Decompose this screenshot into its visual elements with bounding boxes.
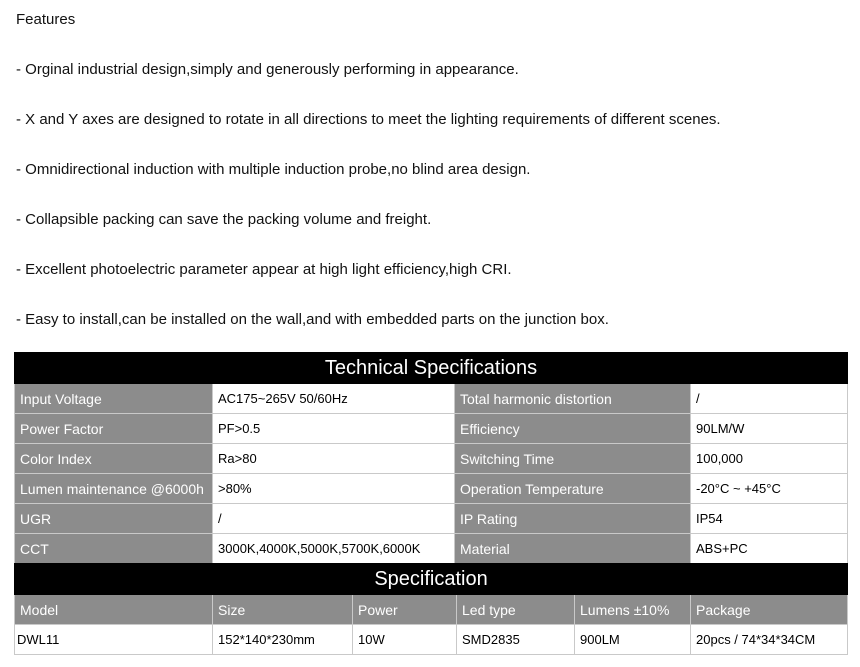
table-row	[15, 474, 848, 504]
spec-label: Lumen maintenance @6000h	[15, 474, 213, 504]
specification-table	[14, 563, 848, 655]
specification-title: Specification	[15, 564, 848, 595]
features-title: Features	[16, 11, 76, 28]
cell-package: 20pcs / 74*34*34CM	[691, 625, 848, 655]
technical-specifications-title: Technical Specifications	[15, 353, 848, 384]
cell-model: DWL11	[15, 625, 213, 655]
spec-label: Operation Temperature	[455, 474, 691, 504]
table-row	[15, 534, 848, 564]
spec-label: Color Index	[15, 444, 213, 474]
features-section	[16, 10, 846, 360]
spec-value: Ra>80	[213, 444, 455, 474]
spec-value: >80%	[213, 474, 455, 504]
spec-label: Material	[455, 534, 691, 564]
column-header-size: Size	[213, 595, 353, 625]
spec-value: ABS+PC	[691, 534, 848, 564]
column-header-model: Model	[15, 595, 213, 625]
feature-item: - Easy to install,can be installed on the wall,and with embedded parts on the junction box.	[16, 311, 609, 328]
table-row	[15, 444, 848, 474]
cell-led-type: SMD2835	[457, 625, 575, 655]
technical-specifications-table	[14, 352, 848, 564]
feature-item: - Excellent photoelectric parameter appear at high light efficiency,high CRI.	[16, 261, 512, 278]
cell-lumens: 900LM	[575, 625, 691, 655]
table-row	[15, 414, 848, 444]
spec-value: 3000K,4000K,5000K,5700K,6000K	[213, 534, 455, 564]
spec-value: /	[691, 384, 848, 414]
spec-label: Efficiency	[455, 414, 691, 444]
table-banner-row	[15, 564, 848, 595]
spec-label: Power Factor	[15, 414, 213, 444]
cell-size: 152*140*230mm	[213, 625, 353, 655]
table-row	[15, 384, 848, 414]
column-header-lumens: Lumens ±10%	[575, 595, 691, 625]
column-header-led-type: Led type	[457, 595, 575, 625]
feature-item: - Orginal industrial design,simply and generously performing in appearance.	[16, 61, 519, 78]
spec-label: Switching Time	[455, 444, 691, 474]
feature-item: - Omnidirectional induction with multiple induction probe,no blind area design.	[16, 161, 531, 178]
table-banner-row	[15, 353, 848, 384]
spec-label: Total harmonic distortion	[455, 384, 691, 414]
spec-value: AC175~265V 50/60Hz	[213, 384, 455, 414]
column-header-package: Package	[691, 595, 848, 625]
spec-label: IP Rating	[455, 504, 691, 534]
feature-item: - X and Y axes are designed to rotate in all directions to meet the lighting requirements of different scenes.	[16, 111, 721, 128]
spec-label: UGR	[15, 504, 213, 534]
spec-label: CCT	[15, 534, 213, 564]
column-header-power: Power	[353, 595, 457, 625]
feature-item: - Collapsible packing can save the packing volume and freight.	[16, 211, 432, 228]
spec-value: -20°C ~ +45°C	[691, 474, 848, 504]
spec-value: /	[213, 504, 455, 534]
spec-value: PF>0.5	[213, 414, 455, 444]
spec-label: Input Voltage	[15, 384, 213, 414]
spec-value: 90LM/W	[691, 414, 848, 444]
cell-power: 10W	[353, 625, 457, 655]
table-row	[15, 625, 848, 655]
table-header-row	[15, 595, 848, 625]
spec-value: 100,000	[691, 444, 848, 474]
table-row	[15, 504, 848, 534]
spec-value: IP54	[691, 504, 848, 534]
